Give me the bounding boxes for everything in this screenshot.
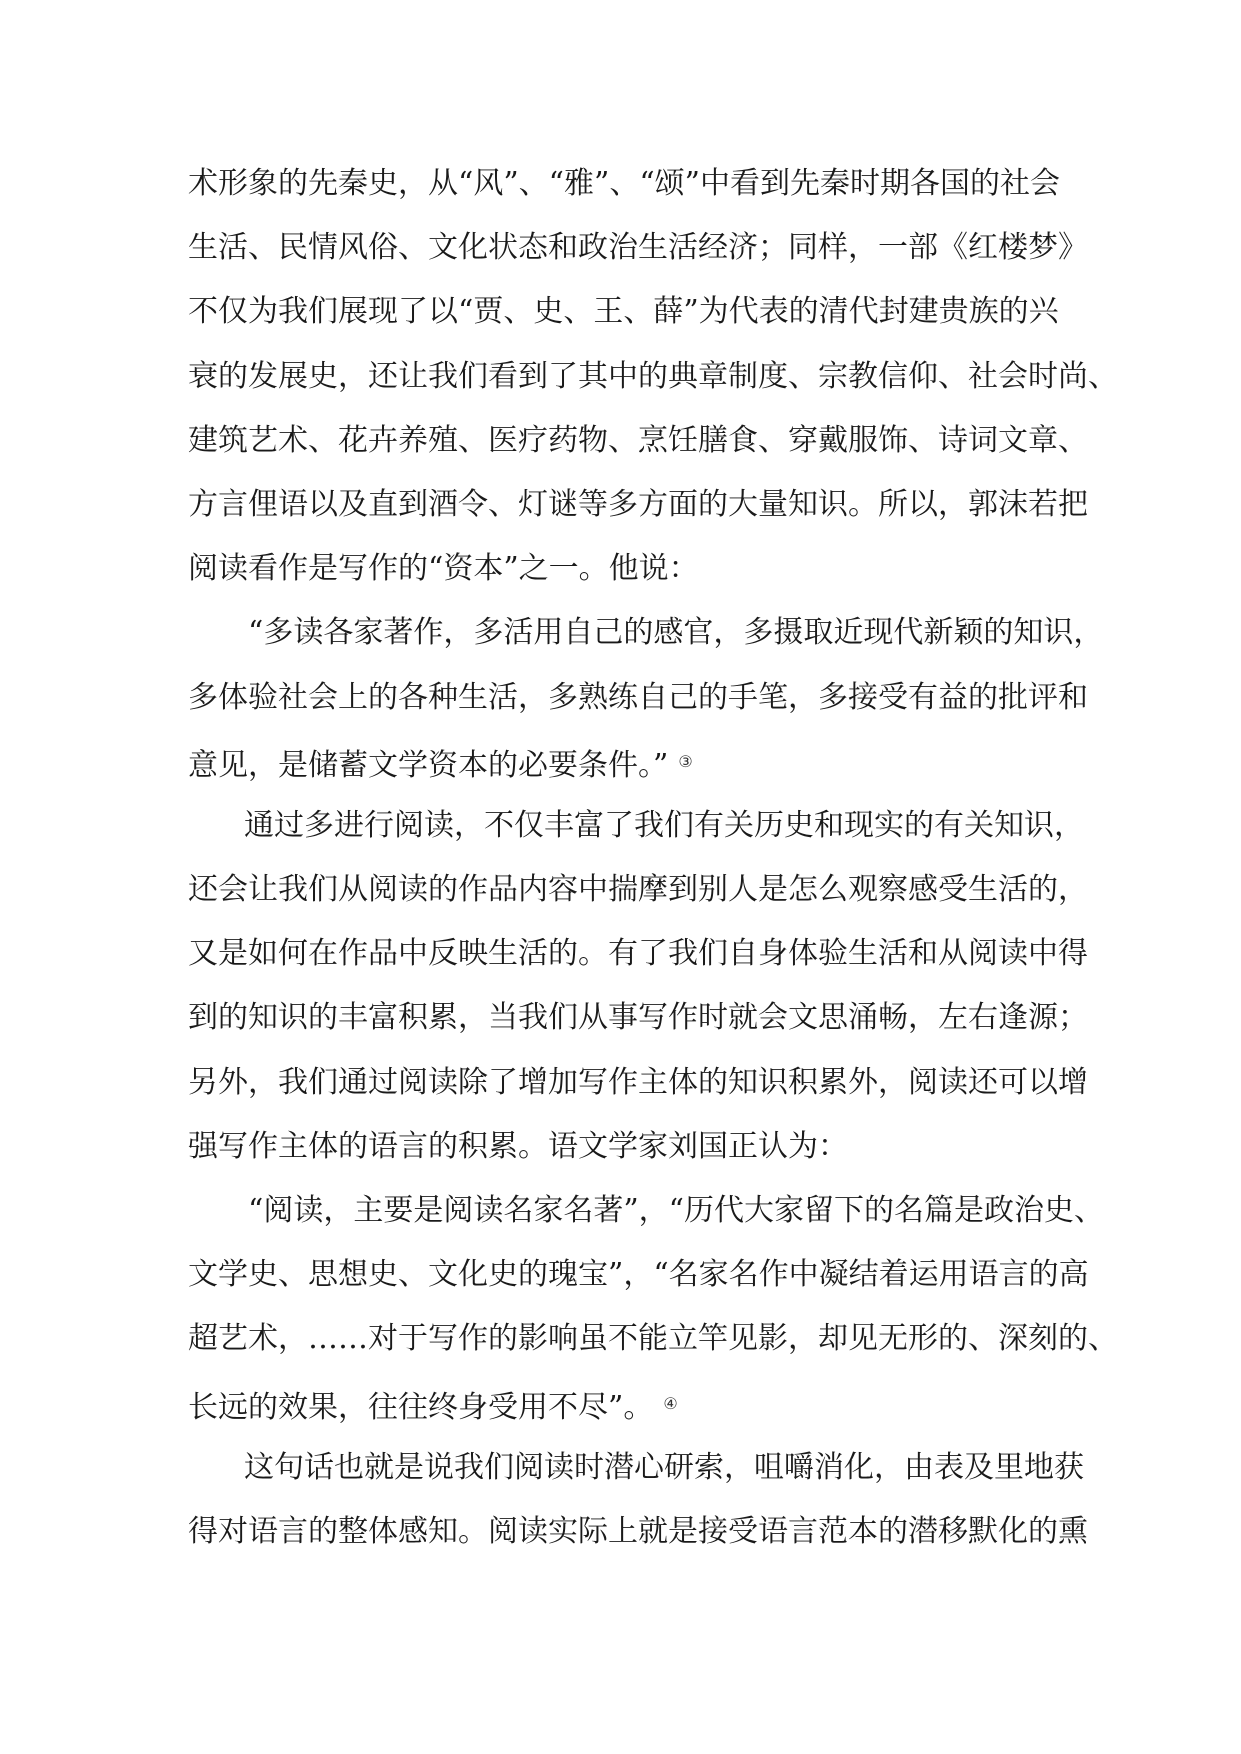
footnote-mark: ④: [663, 1393, 678, 1413]
text-line: 阅读看作是写作的“资本”之一。他说：: [188, 551, 699, 587]
text-line: 这句话也就是说我们阅读时潜心研索，咀嚼消化，由表及里地获: [244, 1449, 1084, 1485]
text-line: 方言俚语以及直到酒令、灯谜等多方面的大量知识。所以，郭沫若把: [188, 486, 1088, 522]
quote-line-end: [188, 730, 1068, 794]
quote-line-end: [188, 1372, 1068, 1436]
quote-text: 长远的效果，往往终身受用不尽”。: [188, 1389, 654, 1425]
body-text: [188, 152, 1118, 1564]
text-line: 到的知识的丰富积累，当我们从事写作时就会文思涌畅，左右逢源；: [188, 1000, 1088, 1036]
text-line: 又是如何在作品中反映生活的。有了我们自身体验生活和从阅读中得: [188, 936, 1088, 972]
text-line: 还会让我们从阅读的作品内容中揣摩到别人是怎么观察感受生活的，: [188, 872, 1088, 908]
text-line: 强写作主体的语言的积累。语文学家刘国正认为：: [188, 1128, 848, 1164]
footnote-mark: ③: [678, 751, 693, 771]
quote-text: 意见，是储蓄文学资本的必要条件。”: [188, 747, 669, 783]
text-line: 另外，我们通过阅读除了增加写作主体的知识积累外，阅读还可以增: [188, 1064, 1088, 1100]
text-line: 得对语言的整体感知。阅读实际上就是接受语言范本的潜移默化的熏: [188, 1513, 1088, 1549]
text-line: 不仅为我们展现了以“贾、史、王、薛”为代表的清代封建贵族的兴: [188, 294, 1059, 330]
quote-line: 文学史、思想史、文化史的瑰宝”，“名家名作中凝结着运用语言的高: [188, 1257, 1089, 1293]
text-line: 建筑艺术、花卉养殖、医疗药物、烹饪膳食、穿戴服饰、诗词文章、: [188, 422, 1088, 458]
text-line: 生活、民情风俗、文化状态和政治生活经济；同样，一部《红楼梦》: [188, 230, 1088, 266]
quote-line: 多体验社会上的各种生活，多熟练自己的手笔，多接受有益的批评和: [188, 679, 1088, 715]
text-line: 通过多进行阅读，不仅丰富了我们有关历史和现实的有关知识，: [244, 807, 1084, 843]
quote-line: 超艺术，……对于写作的影响虽不能立竿见影，却见无形的、深刻的、: [188, 1321, 1118, 1357]
text-line: 衰的发展史，还让我们看到了其中的典章制度、宗教信仰、社会时尚、: [188, 358, 1118, 394]
text-line: 术形象的先秦史，从“风”、“雅”、“颂”中看到先秦时期各国的社会: [188, 166, 1061, 201]
quote-line: “多读各家著作，多活用自己的感官，多摄取近现代新颖的知识，: [248, 615, 1104, 651]
quote-line: “阅读，主要是阅读名家名著”，“历代大家留下的名篇是政治史、: [248, 1193, 1105, 1228]
